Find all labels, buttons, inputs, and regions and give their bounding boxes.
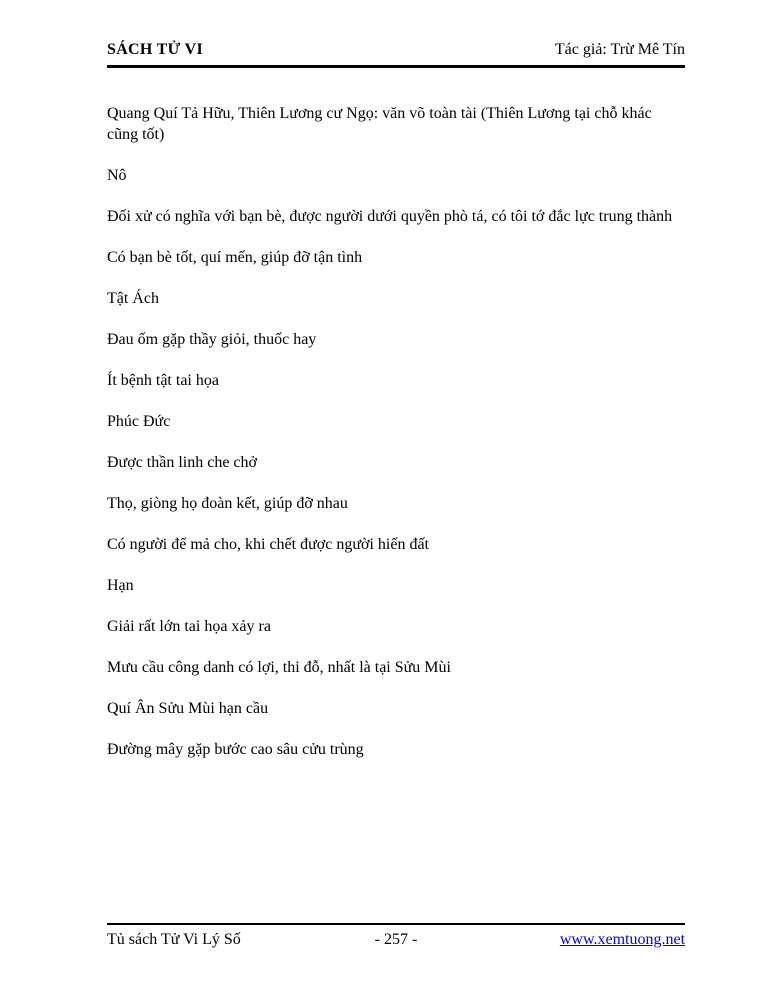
paragraph: Ít bệnh tật tai họa — [107, 372, 219, 389]
paragraph: Được thần linh che chở — [107, 454, 257, 471]
section-heading-tat-ach: Tật Ách — [107, 290, 159, 307]
footer-link-container — [492, 930, 685, 950]
page-header — [107, 40, 685, 68]
footer-series-title: Tủ sách Tử Vi Lý Số — [107, 931, 241, 948]
page-footer — [107, 923, 685, 950]
paragraph: Đường mây gặp bước cao sâu cửu trùng — [107, 741, 364, 758]
paragraph: Đau ốm gặp thầy giỏi, thuốc hay — [107, 331, 317, 348]
paragraph: Quí Ân Sửu Mùi hạn cầu — [107, 700, 269, 717]
header-book-title: SÁCH TỬ VI — [107, 41, 204, 58]
intro-paragraph: Quang Quí Tả Hữu, Thiên Lương cư Ngọ: văn võ toàn tài (Thiên Lương tại chỗ khác cũng tốt) — [107, 105, 652, 143]
footer-page-number: - 257 - — [374, 931, 418, 948]
section-heading-phuc-duc: Phúc Đức — [107, 413, 171, 430]
paragraph: Thọ, giòng họ đoàn kết, giúp đỡ nhau — [107, 495, 348, 512]
paragraph: Có bạn bè tốt, quí mến, giúp đỡ tận tình — [107, 249, 363, 266]
paragraph: Mưu cầu công danh có lợi, thi đỗ, nhất là tại Sửu Mùi — [107, 659, 451, 676]
section-heading-no: Nô — [107, 167, 127, 184]
document-body — [107, 103, 685, 780]
paragraph: Giải rất lớn tai họa xảy ra — [107, 618, 271, 635]
header-author: Tác giả: Trừ Mê Tín — [554, 41, 685, 58]
paragraph: Có người để mả cho, khi chết được người hiến đất — [107, 536, 429, 553]
section-heading-han: Hạn — [107, 577, 134, 594]
paragraph: Đối xử có nghĩa với bạn bè, được người dưới quyền phò tá, có tôi tớ đắc lực trung thành — [107, 208, 673, 225]
website-link[interactable]: www.xemtuong.net — [559, 931, 686, 948]
